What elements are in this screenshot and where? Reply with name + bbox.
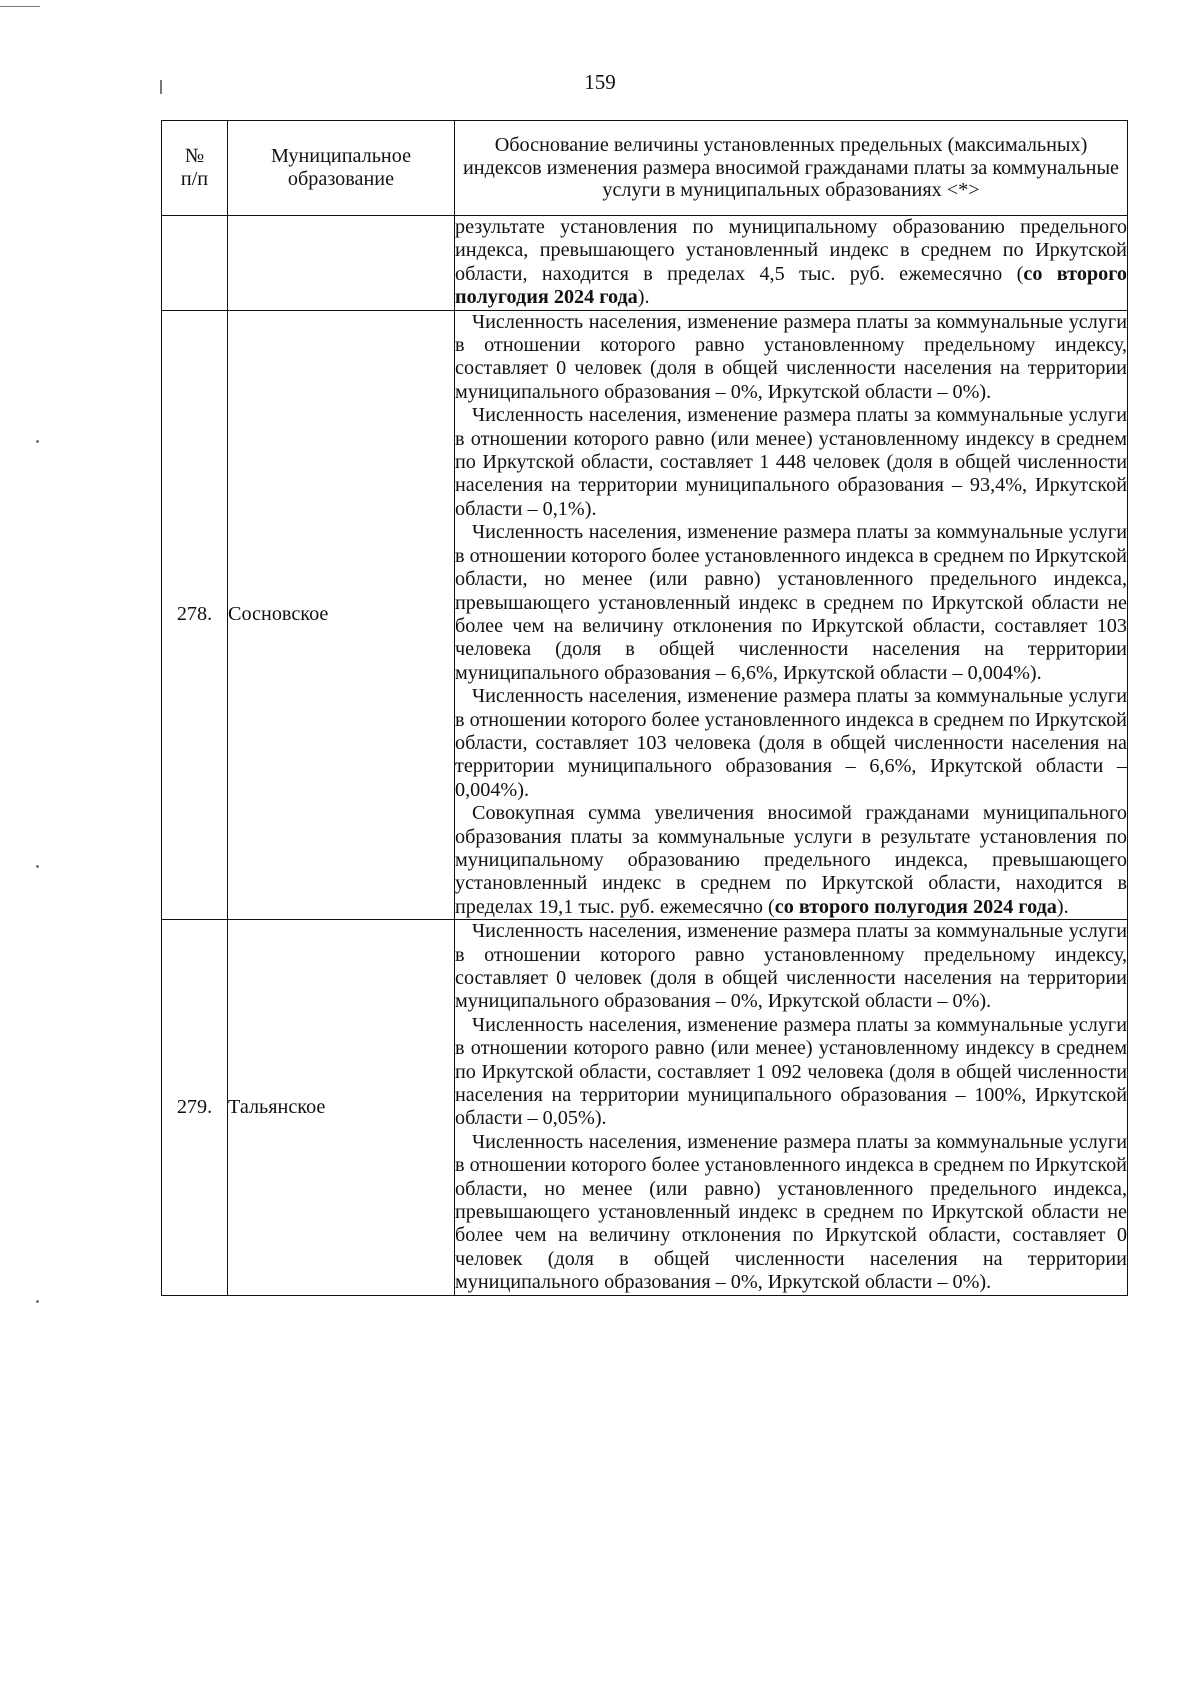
paragraph: результате установления по муниципальному образованию предельного индекса, превышающего установленный индекс в среднем по Иркутской области, находится в пределах 4,5 тыс. руб. ежемесячно (со второго полугодия 2024 года). (455, 216, 1127, 309)
table-header-row (162, 121, 1128, 216)
paragraph: Совокупная сумма увеличения вносимой гражданами муниципального образования платы за коммунальные услуги в результате установления по муниципальному образованию предельного индекса, превышающего установленный индекс в среднем по Иркутской области, находится в пределах 19,1 тыс. руб. ежемесячно (со второго полугодия 2024 года). (455, 802, 1127, 918)
paragraph: Численность населения, изменение размера платы за коммунальные услуги в отношении которого более установленного индекса в среднем по Иркутской области, составляет 103 человека (доля в общей численности населения на территории муниципального образования – 6,6%, Иркутской области – 0,004%). (455, 685, 1127, 801)
paragraph: Численность населения, изменение размера платы за коммунальные услуги в отношении которого более установленного индекса в среднем по Иркутской области, но менее (или равно) установленного предельного индекса, превышающего установленный индекс в среднем по Иркутской области не более чем на величину отклонения по Иркутской области, составляет 103 человека (доля в общей численности населения на территории муниципального образования – 6,6%, Иркутской области – 0,004%). (455, 521, 1127, 684)
row-number (162, 216, 228, 311)
header-justification: Обоснование величины установленных предельных (максимальных) индексов изменения размера вносимой гражданами платы за коммунальные услуги в муниципальных образованиях <*> (455, 121, 1128, 216)
municipality-name: Сосновское (228, 310, 455, 920)
header-num: № п/п (162, 121, 228, 216)
paragraph: Численность населения, изменение размера платы за коммунальные услуги в отношении которого равно (или менее) установленному индексу в среднем по Иркутской области, составляет 1 448 человек (доля в общей численности населения на территории муниципального образования – 93,4%, Иркутской области – 0,1%). (455, 404, 1127, 520)
municipality-name (228, 216, 455, 311)
scan-speck (0, 6, 40, 7)
paragraph: Численность населения, изменение размера платы за коммунальные услуги в отношении которого равно (или менее) установленному индексу в среднем по Иркутской области, составляет 1 092 человека (доля в общей численности населения на территории муниципального образования – 100%, Иркутской области – 0,05%). (455, 1013, 1127, 1130)
header-municipality: Муниципальное образование (228, 121, 455, 216)
justification-cell (455, 920, 1128, 1296)
paragraph: Численность населения, изменение размера платы за коммунальные услуги в отношении которого более установленного индекса в среднем по Иркутской области, но менее (или равно) установленного предельного индекса, превышающего установленный индекс в среднем по Иркутской области не более чем на величину отклонения по Иркутской области, составляет 0 человек (доля в общей численности населения на территории муниципального образования – 0%, Иркутской области – 0%). (455, 1130, 1127, 1294)
scan-speck (36, 1300, 39, 1303)
justification-table (161, 120, 1128, 1296)
scan-speck (160, 80, 162, 94)
page-number: 159 (584, 70, 616, 94)
row-number: 279. (162, 920, 228, 1296)
justification-cell (455, 216, 1128, 311)
paragraph: Численность населения, изменение размера платы за коммунальные услуги в отношении которого равно установленному предельному индексу, составляет 0 человек (доля в общей численности населения на территории муниципального образования – 0%, Иркутской области – 0%). (455, 310, 1127, 403)
paragraph: Численность населения, изменение размера платы за коммунальные услуги в отношении которого равно установленному предельному индексу, составляет 0 человек (доля в общей численности населения на территории муниципального образования – 0%, Иркутской области – 0%). (455, 920, 1127, 1013)
scan-speck (36, 440, 39, 443)
row-number: 278. (162, 310, 228, 920)
scan-speck (36, 865, 39, 868)
justification-cell (455, 310, 1128, 920)
table-row (162, 920, 1128, 1296)
table-row (162, 216, 1128, 311)
municipality-name: Тальянское (228, 920, 455, 1296)
table-row (162, 310, 1128, 920)
